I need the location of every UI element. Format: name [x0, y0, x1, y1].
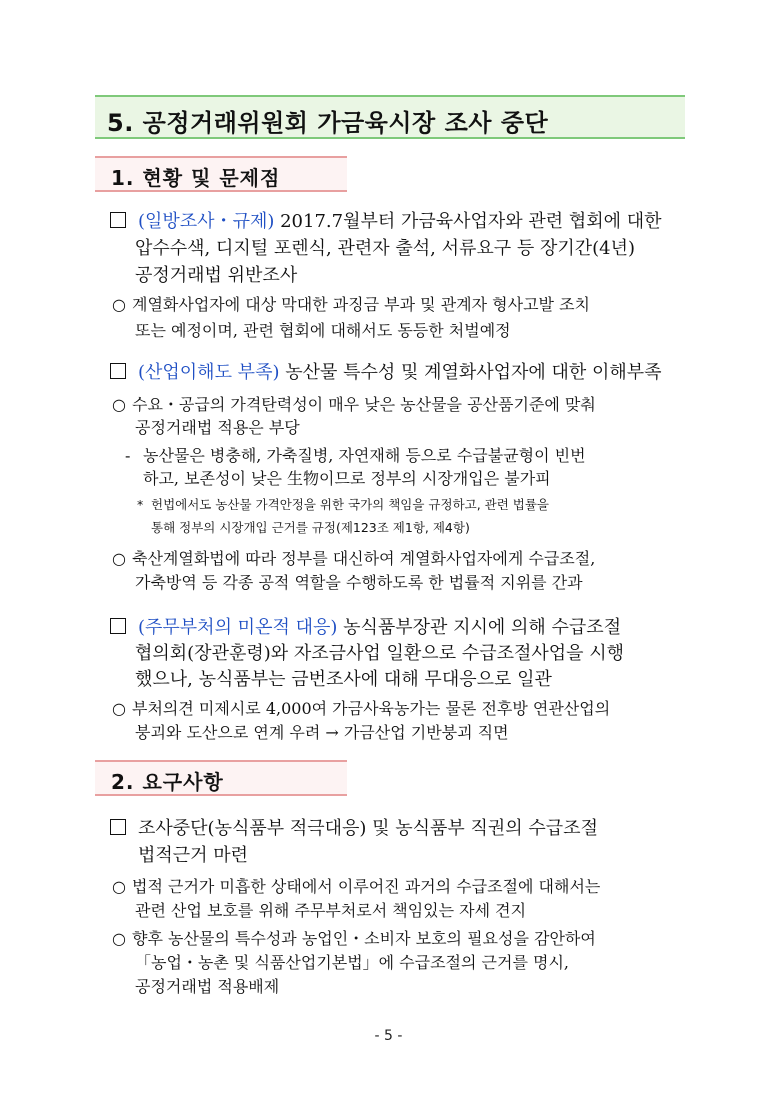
p1-sub1a: [112, 291, 590, 318]
p4-sub1a: [112, 873, 600, 900]
p4-line1: [110, 815, 598, 842]
p4-line2: 법적근거 마련: [138, 845, 249, 866]
p2-sub1b: 공정거래법 적용은 부당: [135, 418, 300, 437]
subheading-1: 1. 현황 및 문제점: [111, 166, 281, 190]
square-bullet-icon: [110, 363, 126, 379]
circle-bullet-icon: ○: [112, 295, 126, 314]
p4-sub2a-text: 향후 농산물의 특수성과 농업인・소비자 보호의 필요성을 감안하여: [132, 929, 596, 948]
p3-sub1a-text: 부처의견 미제시로 4,000여 가금사육농가는 물론 전후방 연관산업의: [132, 699, 611, 718]
subheading-bar-1: [95, 156, 347, 192]
p4-text1: 조사중단(농식품부 적극대응) 및 농식품부 직권의 수급조절: [138, 818, 598, 839]
dash-bullet: -: [125, 446, 131, 465]
section-title-bar: [95, 95, 685, 139]
p3-line1: [110, 614, 621, 641]
p2-tag: (산업이해도 부족): [138, 362, 280, 383]
p2-dash1a-text: 농산물은 병충해, 가축질병, 자연재해 등으로 수급불균형이 빈번: [143, 446, 586, 465]
p4-sub1b: 관련 산업 보호를 위해 주무부처로서 책임있는 자세 견지: [135, 901, 527, 920]
p2-sub2a-text: 축산계열화법에 따라 정부를 대신하여 계열화사업자에게 수급조절,: [132, 549, 596, 568]
circle-bullet-icon: ○: [112, 929, 126, 948]
p1-line2: 압수수색, 디지털 포렌식, 관련자 출석, 서류요구 등 장기간(4년): [135, 238, 636, 259]
p2-note1a: [137, 495, 549, 515]
p1-sub1b: 또는 예정이며, 관련 협회에 대해서도 동등한 처벌예정: [135, 321, 511, 340]
p1-line1: [110, 208, 662, 235]
p3-sub1a: [112, 695, 610, 722]
p3-text1: 농식품부장관 지시에 의해 수급조절: [337, 617, 622, 638]
p2-note1a-text: 헌법에서도 농산물 가격안정을 위한 국가의 책임을 규정하고, 관련 법률을: [151, 497, 550, 512]
p2-line1: [110, 359, 662, 386]
p3-tag: (주무부처의 미온적 대응): [138, 617, 338, 638]
p2-sub2b: 가축방역 등 각종 공적 역할을 수행하도록 한 법률적 지위를 간과: [135, 573, 583, 592]
p2-text1: 농산물 특수성 및 계열화사업자에 대한 이해부족: [279, 362, 662, 383]
circle-bullet-icon: ○: [112, 699, 126, 718]
square-bullet-icon: [110, 212, 126, 228]
p2-sub2a: [112, 545, 595, 572]
p4-sub2a: [112, 925, 596, 952]
circle-bullet-icon: ○: [112, 395, 126, 414]
p2-dash1b: 하고, 보존성이 낮은 生物이므로 정부의 시장개입은 불가피: [143, 469, 551, 488]
section-title: 5. 공정거래위원회 가금육시장 조사 중단: [107, 109, 549, 137]
square-bullet-icon: [110, 819, 126, 835]
subheading-bar-2: [95, 760, 347, 796]
p3-sub1b: 붕괴와 도산으로 연계 우려 → 가금산업 기반붕괴 직면: [135, 723, 509, 742]
p4-sub2b: 「농업・농촌 및 식품산업기본법」에 수급조절의 근거를 명시,: [135, 953, 570, 972]
square-bullet-icon: [110, 618, 126, 634]
p3-line3: 했으나, 농식품부는 금번조사에 대해 무대응으로 일관: [135, 669, 552, 690]
p1-text1: 2017.7월부터 가금육사업자와 관련 협회에 대한: [274, 211, 662, 232]
p1-sub1a-text: 계열화사업자에 대상 막대한 과징금 부과 및 관계자 형사고발 조치: [132, 295, 591, 314]
subheading-2: 2. 요구사항: [111, 770, 224, 794]
p2-sub1a-text: 수요・공급의 가격탄력성이 매우 낮은 농산물을 공산품기준에 맞춰: [132, 395, 596, 414]
p4-sub1a-text: 법적 근거가 미흡한 상태에서 이루어진 과거의 수급조절에 대해서는: [132, 877, 601, 896]
circle-bullet-icon: ○: [112, 877, 126, 896]
circle-bullet-icon: ○: [112, 549, 126, 568]
p1-tag: (일방조사・규제): [138, 211, 275, 232]
p3-line2: 협의회(장관훈령)와 자조금사업 일환으로 수급조절사업을 시행: [135, 643, 625, 664]
page-number: - 5 -: [374, 1028, 403, 1044]
p1-line3: 공정거래법 위반조사: [135, 265, 298, 286]
note-asterisk: *: [137, 497, 144, 512]
p2-note1b: 통해 정부의 시장개입 근거를 규정(제123조 제1항, 제4항): [151, 520, 470, 535]
p4-sub2c: 공정거래법 적용배제: [135, 977, 280, 996]
